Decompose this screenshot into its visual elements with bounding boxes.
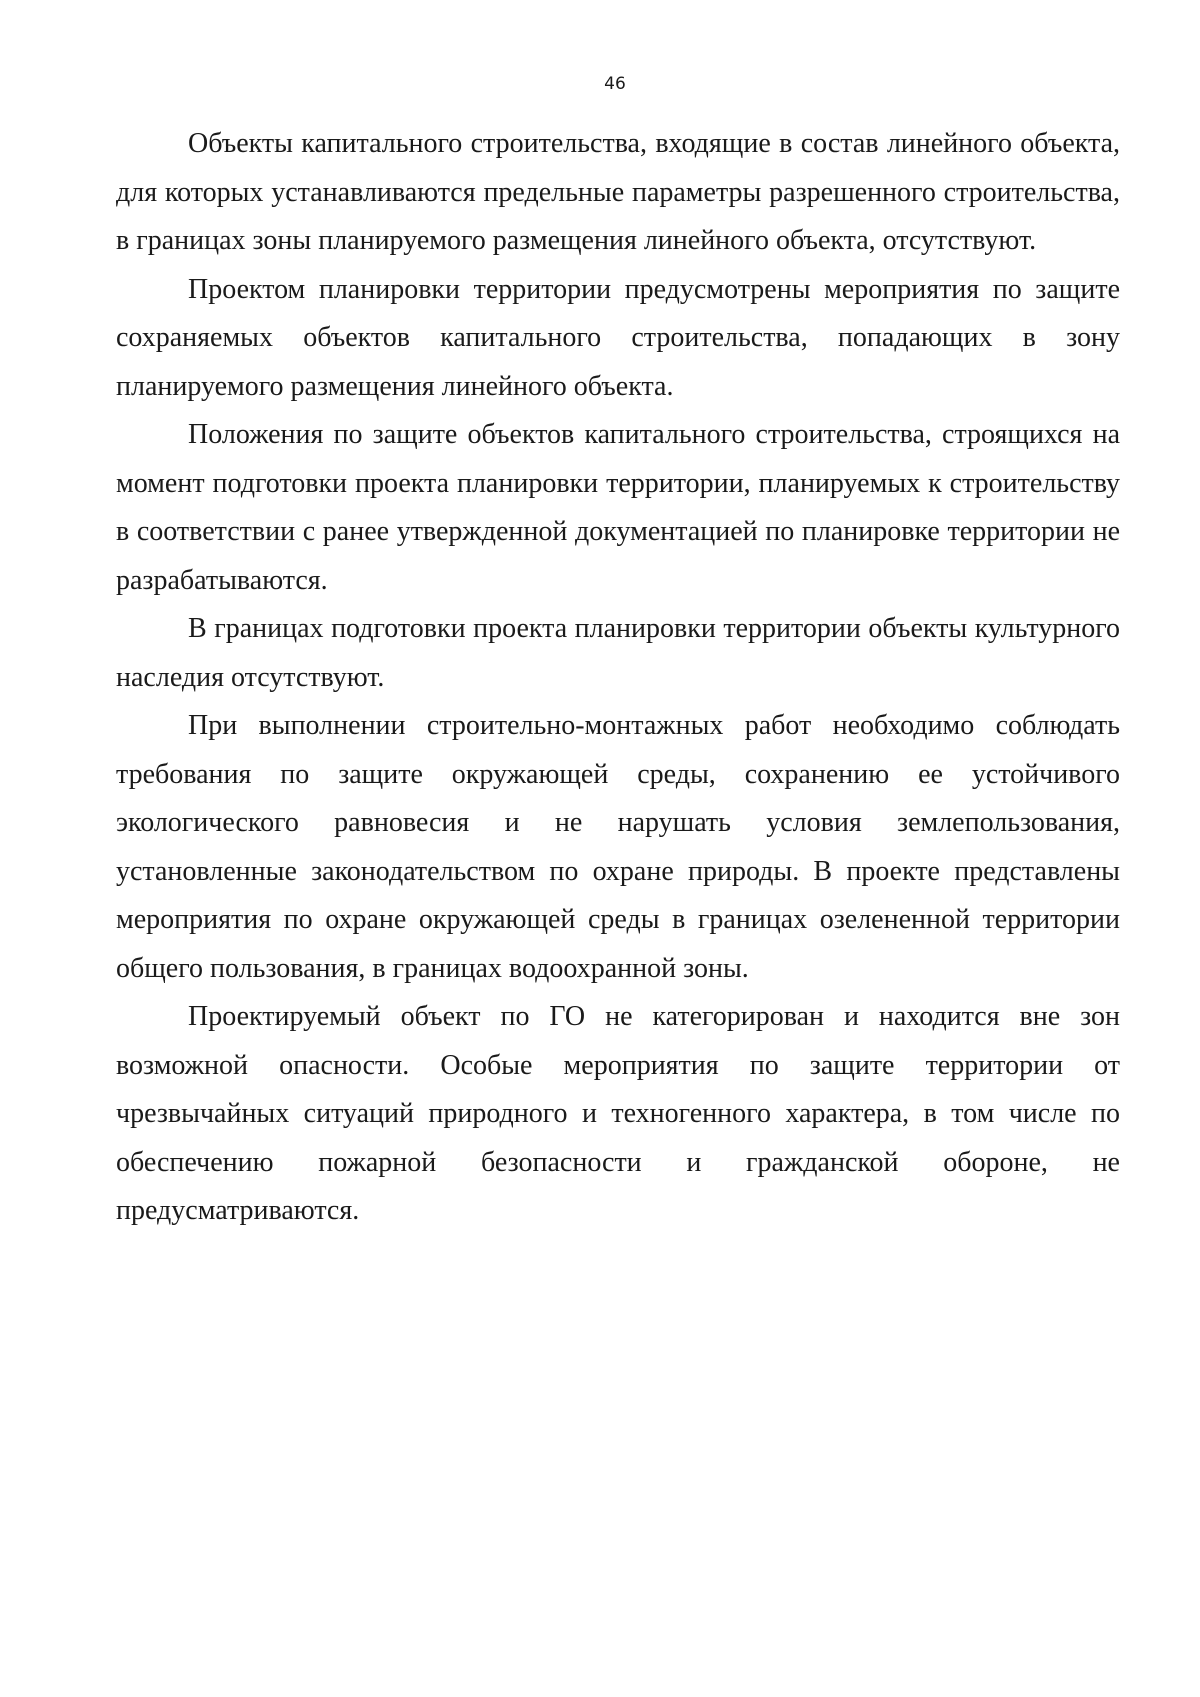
paragraph-capital-objects: Объекты капитального строительства, входящие в состав линейного объекта, для которых устанавливаются предельные параметры разрешенного строительства, в границах зоны планируемого размещения линейного объекта, отсутствуют.	[116, 128, 1120, 256]
page-number: 46	[604, 74, 626, 94]
document-body	[116, 120, 1120, 1236]
paragraph-environmental-requirements: При выполнении строительно-монтажных работ необходимо соблюдать требования по защите окружающей среды, сохранению ее устойчивого экологического равновесия и не нарушать условия землепользования, установленные законодательством по охране природы. В проекте представлены мероприятия по охране окружающей среды в границах озелененной территории общего пользования, в границах водоохранной зоны.	[116, 710, 1120, 984]
paragraph-cultural-heritage: В границах подготовки проекта планировки территории объекты культурного наследия отсутствуют.	[116, 613, 1120, 693]
paragraph-construction-provisions: Положения по защите объектов капитального строительства, строящихся на момент подготовки проекта планировки территории, планируемых к строительству в соответствии с ранее утвержденной документацией по планировке территории не разрабатываются.	[116, 419, 1120, 596]
paragraph-protection-measures: Проектом планировки территории предусмотрены мероприятия по защите сохраняемых объектов капитального строительства, попадающих в зону планируемого размещения линейного объекта.	[116, 273, 1120, 402]
paragraph-civil-defense: Проектируемый объект по ГО не категорирован и находится вне зон возможной опасности. Особые мероприятия по защите территории от чрезвычайных ситуаций природного и техногенного характера, в том числе по обеспечению пожарной безопасности и гражданской обороне, не предусматриваются.	[116, 1001, 1120, 1226]
